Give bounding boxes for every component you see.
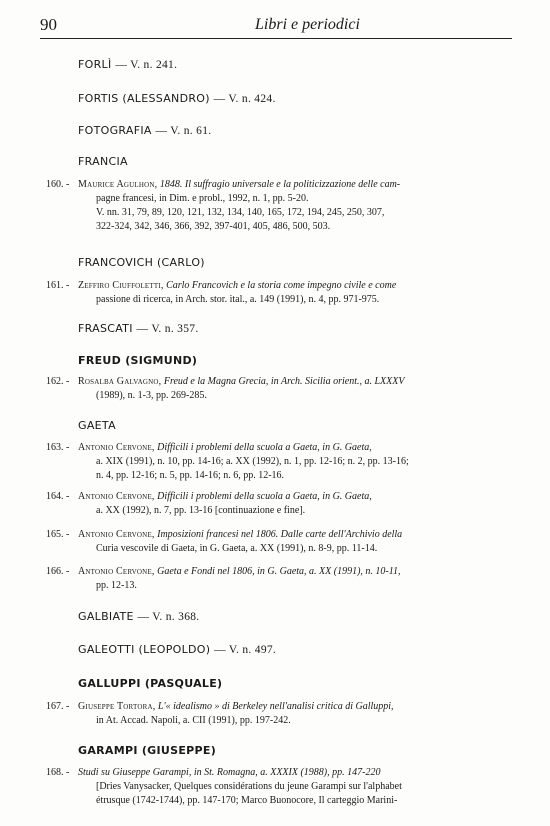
heading-galluppi: GALLUPPI (PASQUALE) [78,677,223,690]
page-number: 90 [40,15,57,34]
entry-168: 168. - Studi su Giuseppe Garampi, in St. Romagna, a. XXXIX (1988), pp. 147-220 [Dries Vanysacker, Quelques considérations du jeune Garampi sur l'alphabet étrusque (1742-1744), pp. 147-170; Marco Buonocore, Il carteggio Marini- [46,767,402,806]
entry-166: 166. - Antonio Cervone, Gaeta e Fondi nel 1806, in G. Gaeta, a. XX (1991), n. 10-11, pp. 12-13. [46,566,401,591]
running-header [40,14,512,39]
entry-author: Maurice Agulhon, [78,179,158,190]
heading-garampi: GARAMPI (GIUSEPPE) [78,744,217,757]
entry-160: 160. - Maurice Agulhon, 1848. Il suffragio universale e la politicizzazione delle cam- pagne francesi, in Dim. e probl., 1992, n. 1, pp. 5-20. V. nn. 31, 79, 89, 120, 121, 132, 134, 140, 165, 172, 194, 245, 250, 307, 322-324, 342, 346, 366, 392, 397-401, 405, 486, 500, 503. [46,179,401,232]
entry-165: 165. - Antonio Cervone, Imposizioni francesi nel 1806. Dalle carte dell'Archivio della Curia vescovile di Gaeta, in G. Gaeta, a. XX (1991), n. 8-9, pp. 11-14. [46,529,403,554]
entry-161: 161. - Zeffiro Ciuffoletti, Carlo Francovich e la storia come impegno civile e come passione di ricerca, in Arch. stor. ital., a. 149 (1991), n. 4, pp. 971-975. [46,280,397,305]
heading-fotografia: FOTOGRAFIA — V. n. 61. [78,124,212,137]
entry-167: 167. - Giuseppe Tortora, L'« idealismo » di Berkeley nell'analisi critica di Galluppi, in At. Accad. Napoli, a. CII (1991), pp. 197-242. [46,701,394,726]
heading-frascati: FRASCATI — V. n. 357. [78,322,199,335]
running-title: Libri e periodici [255,16,360,33]
heading-fortis: FORTIS (ALESSANDRO) — V. n. 424. [78,92,276,105]
heading-freud: FREUD (SIGMUND) [78,354,198,367]
heading-galbiate: GALBIATE — V. n. 368. [78,610,200,623]
entry-162: 162. - Rosalba Galvagno, Freud e la Magna Grecia, in Arch. Sicilia orient., a. LXXXV (1989), n. 1-3, pp. 269-285. [46,376,405,401]
entry-164: 164. - Antonio Cervone, Difficili i problemi della scuola a Gaeta, in G. Gaeta, a. XX (1992), n. 7, pp. 13-16 [continuazione e fine]. [46,491,372,516]
entry-163: 163. - Antonio Cervone, Difficili i problemi della scuola a Gaeta, in G. Gaeta, a. XIX (1991), n. 10, pp. 14-16; a. XX (1992), n. 1, pp. 12-16; n. 2, pp. 13-16; n. 4, pp. 12-16; n. 5, pp. 14-16; n. 6, pp. 12-16. [46,442,409,481]
heading-gaeta: GAETA [78,419,116,432]
heading-francovich: FRANCOVICH (CARLO) [78,256,205,269]
heading-francia: FRANCIA [78,155,128,168]
heading-galeotti: GALEOTTI (LEOPOLDO) — V. n. 497. [78,643,277,656]
heading-forli: FORLÌ — V. n. 241. [78,58,178,71]
